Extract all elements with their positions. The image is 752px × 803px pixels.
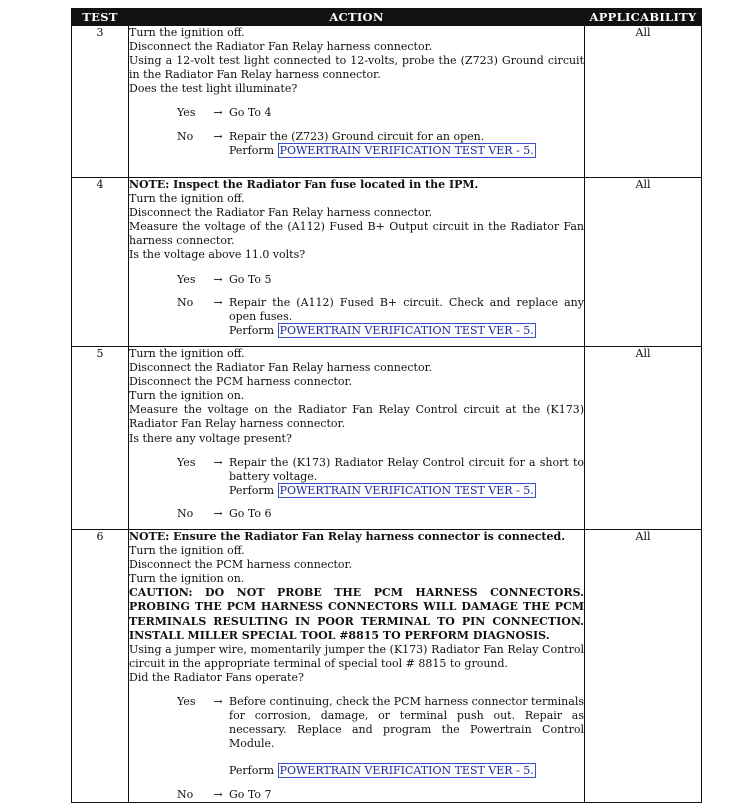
action-cell: [129, 530, 585, 803]
question-text: Is the voltage above 11.0 volts?: [129, 248, 306, 262]
header-applicability: APPLICABILITY: [585, 9, 702, 26]
test-number: 4: [72, 178, 129, 347]
yes-label: Yes: [177, 106, 196, 120]
step-text: Turn the ignition on.: [129, 572, 245, 586]
perform-label: Perform: [229, 143, 275, 157]
no-action: [229, 130, 584, 158]
yes-option: [129, 273, 584, 287]
action-cell: [129, 178, 585, 347]
test-number: 5: [72, 347, 129, 530]
test-number: 3: [72, 26, 129, 178]
verification-test-link[interactable]: POWERTRAIN VERIFICATION TEST VER - 5.: [279, 764, 534, 778]
no-option: [129, 507, 584, 521]
diagnostic-table: [71, 8, 702, 803]
test-row-4: [72, 178, 702, 347]
no-action: Go To 7: [229, 787, 272, 801]
applicability-cell: All: [585, 347, 702, 530]
yes-label: Yes: [177, 455, 196, 469]
question-text: Did the Radiator Fans operate?: [129, 670, 304, 684]
yes-action: [229, 695, 584, 778]
step-text: Turn the ignition off.: [129, 26, 245, 39]
arrow-icon: →: [213, 695, 223, 709]
yes-option: [129, 695, 584, 778]
no-label: No: [177, 506, 194, 520]
yes-action: Go To 4: [229, 106, 272, 120]
step-text: Disconnect the Radiator Fan Relay harness connector.: [129, 40, 433, 54]
arrow-icon: →: [213, 787, 223, 801]
note-text: NOTE: Ensure the Radiator Fan Relay harness connector is connected.: [129, 530, 566, 543]
question-text: Is there any voltage present?: [129, 431, 292, 445]
perform-label: Perform: [229, 764, 275, 778]
test-row-3: [72, 26, 702, 178]
caution-text: CAUTION: DO NOT PROBE THE PCM HARNESS CONNECTORS. PROBING THE PCM HARNESS CONNECTORS WILL DAMAGE THE PCM TERMINALS RESULTING IN POOR TERMINAL TO PIN CONNECTION. INSTALL MILLER SPECIAL TOOL #8815 TO PERFORM DIAGNOSIS.: [129, 586, 584, 642]
step-text: Turn the ignition off.: [129, 544, 245, 558]
action-cell: [129, 347, 585, 530]
arrow-icon: →: [213, 295, 223, 309]
note-text: NOTE: Inspect the Radiator Fan fuse located in the IPM.: [129, 178, 479, 191]
question-text: Does the test light illuminate?: [129, 82, 298, 96]
arrow-icon: →: [213, 272, 223, 286]
test-number: 6: [72, 530, 129, 803]
repair-text: Repair the (K173) Radiator Relay Control circuit for a short to battery voltage.: [229, 455, 584, 483]
test-row-5: [72, 347, 702, 530]
yes-label: Yes: [177, 272, 196, 286]
no-label: No: [177, 129, 194, 143]
yes-label: Yes: [177, 695, 196, 709]
no-action: Go To 6: [229, 506, 272, 520]
no-option: [129, 788, 584, 802]
arrow-icon: →: [213, 455, 223, 469]
step-text: Disconnect the PCM harness connector.: [129, 375, 353, 389]
arrow-icon: →: [213, 129, 223, 143]
step-text: Measure the voltage of the (A112) Fused B+ Output circuit in the Radiator Fan harness connector.: [129, 220, 584, 248]
perform-label: Perform: [229, 483, 275, 497]
yes-action: [229, 456, 584, 498]
yes-action: Go To 5: [229, 272, 272, 286]
no-label: No: [177, 787, 194, 801]
repair-text: Repair the (A112) Fused B+ circuit. Check and replace any open fuses.: [229, 295, 584, 323]
no-label: No: [177, 295, 194, 309]
step-text: Disconnect the Radiator Fan Relay harness connector.: [129, 206, 433, 220]
applicability-cell: All: [585, 26, 702, 178]
step-text: Measure the voltage on the Radiator Fan Relay Control circuit at the (K173) Radiator Fan Relay harness connector.: [129, 403, 584, 431]
verification-test-link[interactable]: POWERTRAIN VERIFICATION TEST VER - 5.: [279, 483, 534, 497]
action-cell: [129, 26, 585, 178]
step-text: Disconnect the PCM harness connector.: [129, 558, 353, 572]
arrow-icon: →: [213, 506, 223, 520]
header-row: [72, 9, 702, 26]
step-text: Turn the ignition off.: [129, 192, 245, 206]
verification-test-link[interactable]: POWERTRAIN VERIFICATION TEST VER - 5.: [279, 323, 534, 337]
arrow-icon: →: [213, 106, 223, 120]
yes-option: [129, 456, 584, 498]
applicability-cell: All: [585, 530, 702, 803]
no-action: [229, 296, 584, 338]
test-row-6: [72, 530, 702, 803]
verification-test-link[interactable]: POWERTRAIN VERIFICATION TEST VER - 5.: [279, 143, 534, 157]
applicability-cell: All: [585, 178, 702, 347]
step-text: Using a 12-volt test light connected to 12-volts, probe the (Z723) Ground circuit in the Radiator Fan Relay harness connector.: [129, 54, 584, 82]
step-text: Turn the ignition on.: [129, 389, 245, 403]
step-text: Turn the ignition off.: [129, 347, 245, 360]
step-text: Disconnect the Radiator Fan Relay harness connector.: [129, 361, 433, 375]
no-option: [129, 296, 584, 338]
repair-text: Before continuing, check the PCM harness connector terminals for corrosion, damage, or terminal push out. Repair as necessary. Replace and program the Powertrain Control Module.: [229, 695, 584, 751]
header-action: ACTION: [129, 9, 585, 26]
no-option: [129, 130, 584, 158]
header-test: TEST: [72, 9, 129, 26]
step-text: Using a jumper wire, momentarily jumper the (K173) Radiator Fan Relay Control circuit in the appropriate terminal of special tool # 8815 to ground.: [129, 642, 584, 670]
yes-option: [129, 106, 584, 120]
repair-text: Repair the (Z723) Ground circuit for an open.: [229, 129, 485, 143]
perform-label: Perform: [229, 323, 275, 337]
